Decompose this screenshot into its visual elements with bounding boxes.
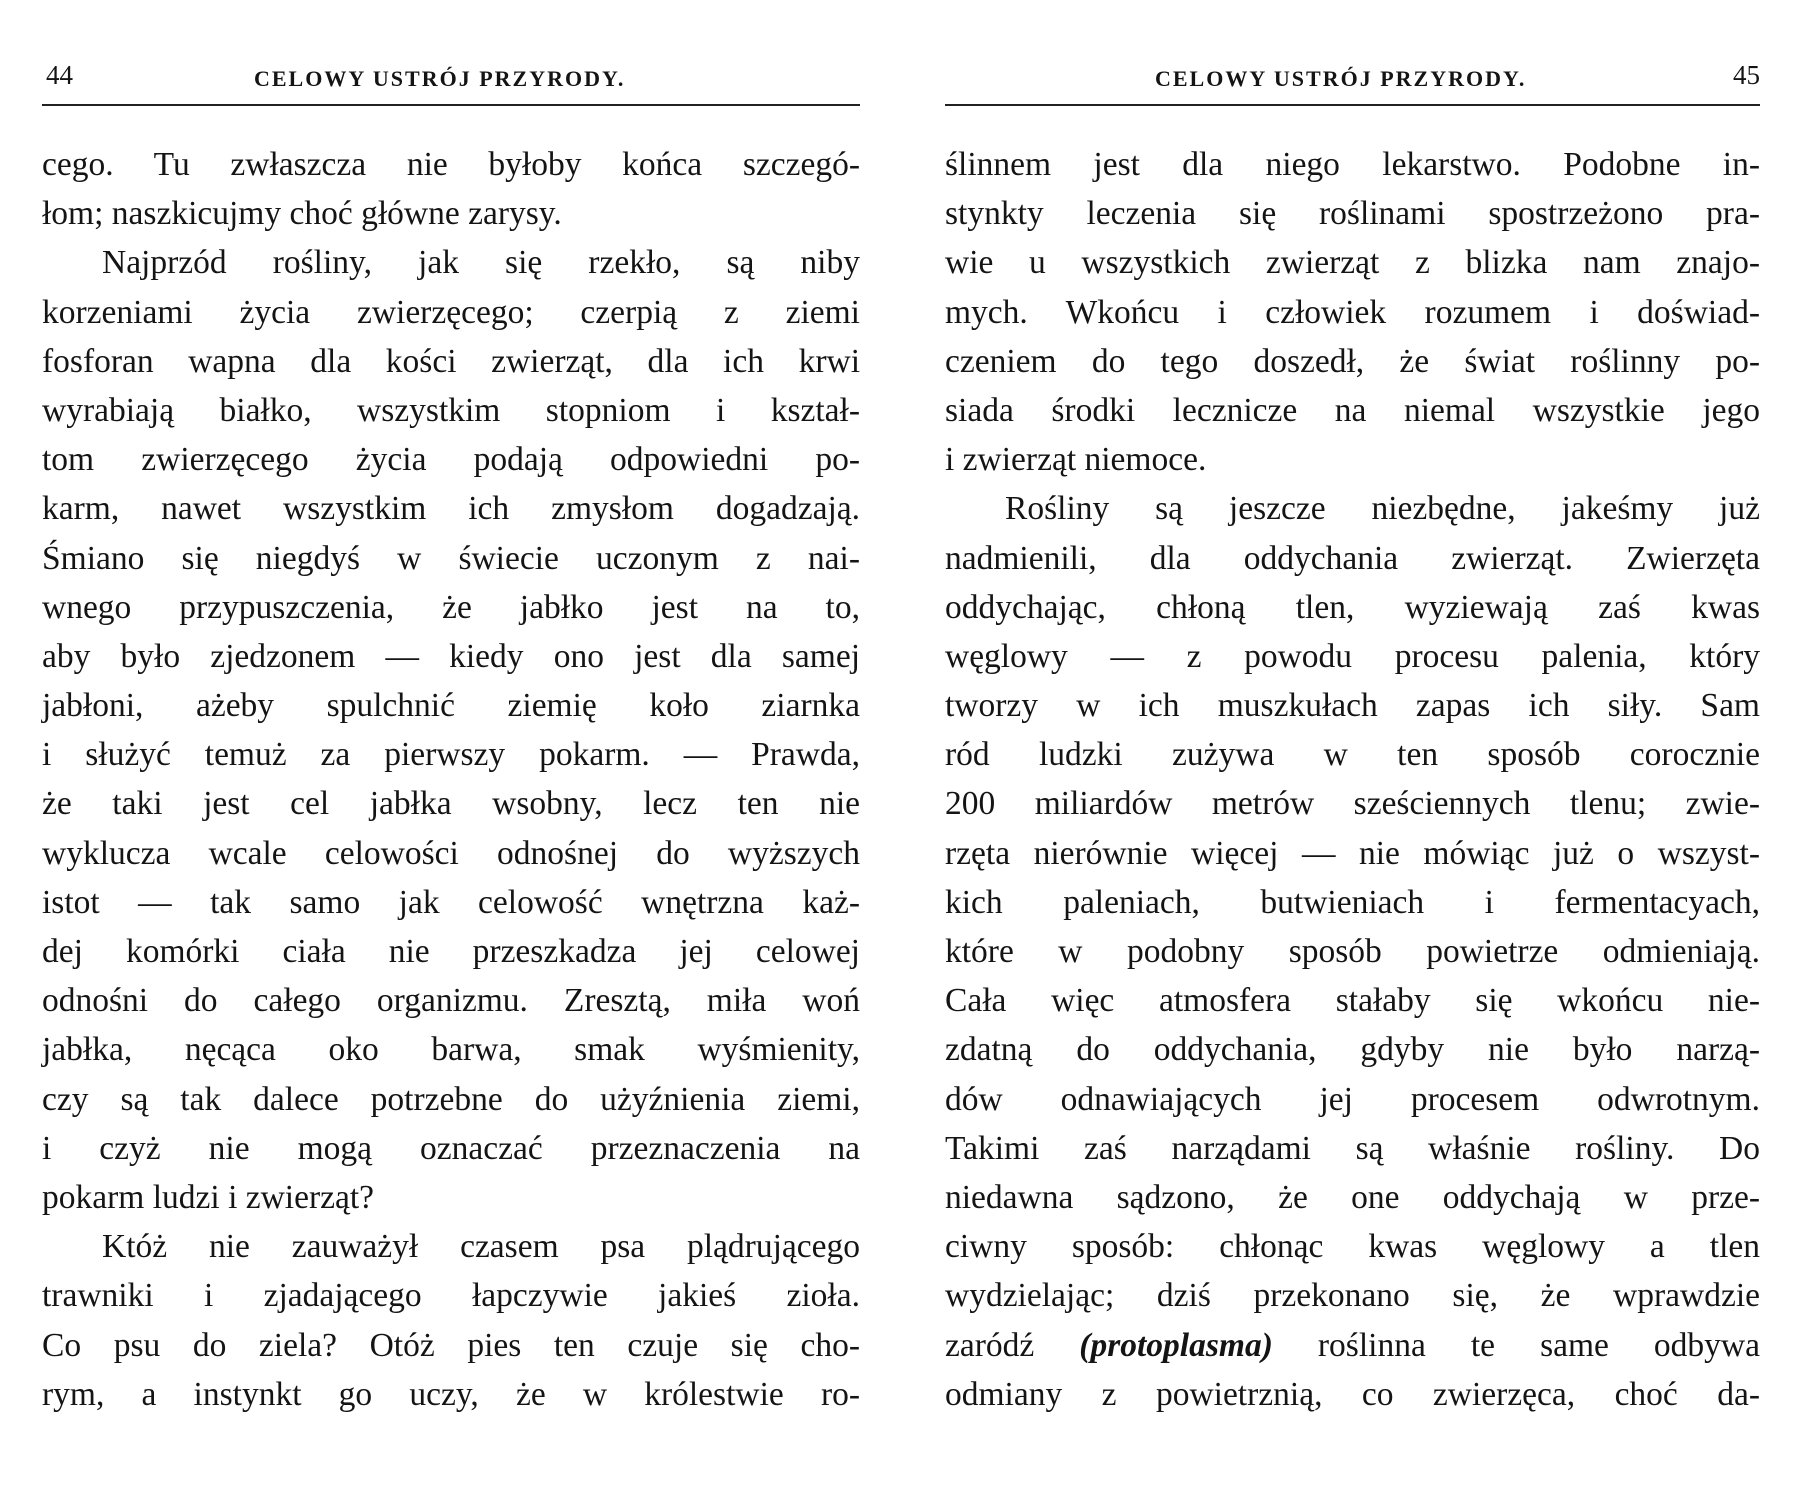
text-line: trawniki i zjadającego łapczywie jakieś zioła.	[42, 1277, 860, 1315]
text-line: Któż nie zauważył czasem psa plądrującego	[102, 1228, 860, 1266]
text-line: wyklucza wcale celowości odnośnej do wyższych	[42, 834, 860, 872]
page-number-left: 44	[46, 60, 73, 90]
text-line: czeniem do tego doszedł, że świat roślinny po-	[945, 342, 1760, 380]
text-line: czy są tak dalece potrzebne do użyźnienia ziemi,	[42, 1080, 860, 1118]
text-line: i czyż nie mogą oznaczać przeznaczenia na	[42, 1129, 860, 1167]
text-line: odnośni do całego organizmu. Zresztą, miła woń	[42, 982, 860, 1020]
text-line: siada środki lecznicze na niemal wszystkie jego	[945, 391, 1760, 429]
text-line: Śmiano się niegdyś w świecie uczonym z nai-	[42, 539, 860, 577]
text-line: cego. Tu zwłaszcza nie byłoby końca szczegó-	[42, 146, 860, 183]
text-line: stynkty leczenia się roślinami spostrzeżono pra-	[945, 195, 1760, 233]
text-line: i zwierząt niemoce.	[945, 441, 1207, 479]
text-line: aby było zjedzonem — kiedy ono jest dla samej	[42, 637, 860, 675]
body-text-left	[42, 140, 860, 1419]
text-line: że taki jest cel jabłka wsobny, lecz ten nie	[42, 785, 860, 823]
text-line: ślinnem jest dla niego lekarstwo. Podobne in-	[945, 146, 1760, 183]
text-line: nadmienili, dla oddychania zwierząt. Zwierzęta	[945, 539, 1760, 577]
running-title-right: CELOWY USTRÓJ PRZYRODY.	[1155, 66, 1527, 91]
text-line: Rośliny są jeszcze niezbędne, jakeśmy już	[1005, 490, 1760, 528]
text-line: wydzielając; dziś przekonano się, że wprawdzie	[945, 1277, 1760, 1315]
text-line: niedawna sądzono, że one oddychają w prze-	[945, 1178, 1760, 1216]
running-head-left	[42, 56, 860, 96]
text-line: ród ludzki zużywa w ten sposób corocznie	[945, 736, 1760, 774]
text-line: łom; naszkicujmy choć główne zarysy.	[42, 195, 562, 233]
right-page	[945, 0, 1760, 1500]
text-line: Najprzód rośliny, jak się rzekło, są niby	[102, 244, 860, 282]
text-line: kich paleniach, butwieniach i fermentacyach,	[945, 883, 1760, 921]
running-title-left: CELOWY USTRÓJ PRZYRODY.	[254, 66, 626, 91]
text-line: Takimi zaś narządami są właśnie rośliny. Do	[945, 1129, 1760, 1167]
emphasized-term: (protoplasma)	[1079, 1326, 1273, 1364]
text-line: fosforan wapna dla kości zwierząt, dla ich krwi	[42, 342, 860, 380]
text-line: zdatną do oddychania, gdyby nie było narzą-	[945, 1031, 1760, 1069]
text-line: które w podobny sposób powietrze odmieniają.	[945, 933, 1760, 970]
text-line: jabłoni, ażeby spulchnić ziemię koło ziarnka	[42, 687, 860, 725]
text-line: wie u wszystkich zwierząt z blizka nam znajo-	[945, 244, 1760, 282]
text-line: węglowy — z powodu procesu palenia, który	[945, 637, 1760, 675]
text-line: zaródź (protoplasma) roślinna te same odbywa	[945, 1326, 1760, 1364]
body-text-right	[945, 140, 1760, 1419]
text-line: pokarm ludzi i zwierząt?	[42, 1178, 375, 1216]
header-rule-left	[42, 104, 860, 106]
text-line: wnego przypuszczenia, że jabłko jest na to,	[42, 588, 860, 626]
text-line: rym, a instynkt go uczy, że w królestwie ro-	[42, 1375, 860, 1413]
header-rule-right	[945, 104, 1760, 106]
text-line: 200 miliardów metrów sześciennych tlenu; zwie-	[945, 785, 1760, 823]
text-line: dej komórki ciała nie przeszkadza jej celowej	[42, 933, 860, 970]
text-line: korzeniami życia zwierzęcego; czerpią z ziemi	[42, 293, 860, 331]
text-line: rzęta nierównie więcej — nie mówiąc już o wszyst-	[945, 834, 1760, 872]
text-line: karm, nawet wszystkim ich zmysłom dogadzają.	[42, 490, 860, 528]
left-page	[42, 0, 860, 1500]
text-line: i służyć temuż za pierwszy pokarm. — Prawda,	[42, 736, 860, 774]
text-line: ciwny sposób: chłonąc kwas węglowy a tlen	[945, 1228, 1760, 1266]
running-head-right	[945, 56, 1760, 96]
text-line: odmiany z powietrznią, co zwierzęca, choć da-	[945, 1375, 1760, 1413]
text-line: Co psu do ziela? Otóż pies ten czuje się cho-	[42, 1326, 860, 1364]
text-line: tworzy w ich muszkułach zapas ich siły. Sam	[945, 687, 1760, 725]
text-line: jabłka, nęcąca oko barwa, smak wyśmienity,	[42, 1031, 860, 1069]
text-line: Cała więc atmosfera stałaby się wkońcu nie-	[945, 982, 1760, 1020]
text-line: dów odnawiających jej procesem odwrotnym.	[945, 1080, 1760, 1118]
text-line: wyrabiają białko, wszystkim stopniom i kształ-	[42, 391, 860, 429]
text-line: oddychając, chłoną tlen, wyziewają zaś kwas	[945, 588, 1760, 626]
text-line: mych. Wkońcu i człowiek rozumem i doświad-	[945, 293, 1760, 331]
text-line: istot — tak samo jak celowość wnętrzna każ-	[42, 883, 860, 921]
page-number-right: 45	[1733, 60, 1760, 90]
text-line: tom zwierzęcego życia podają odpowiedni po-	[42, 441, 860, 479]
